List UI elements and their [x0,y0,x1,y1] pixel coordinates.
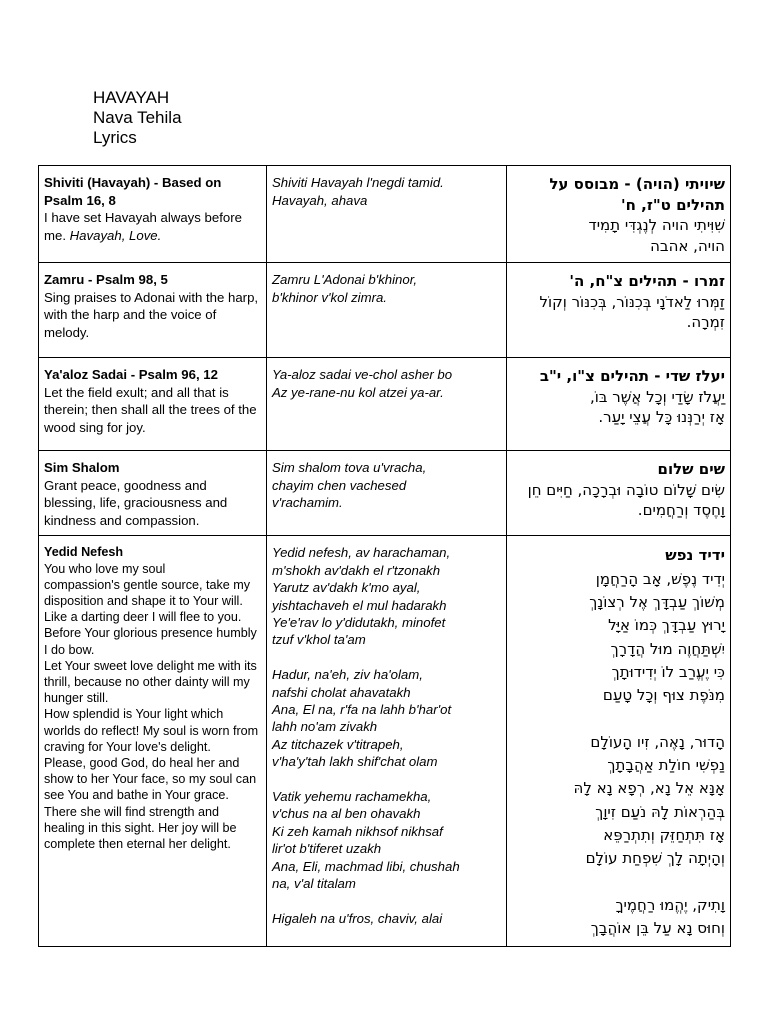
hebrew-text: יַעֲלֹז שָׂדַי וְכָל אֲשֶׁר בּוֹ, אָז יְרַנְּנוּ כָּל עֲצֵי יָעַר. [589,387,725,426]
lyrics-row-yaaloz [39,358,731,451]
lyrics-table [38,165,731,947]
hebrew-cell [507,451,731,536]
transliteration-cell: Zamru L'Adonai b'khinor, b'khinor v'kol zimra. [267,263,507,358]
hebrew-title: ידיד נפש [665,546,725,565]
hebrew-title: יעלז שדי - תהילים צ"ו, י"ב [539,367,725,385]
lyrics-row-shiviti [39,166,731,263]
english-title: Ya'aloz Sadai - Psalm 96, 12 [44,367,218,382]
hebrew-text: שִׁוִּיתִי הויה לְנֶגְדִּי תָמִיד הויה, אהבה [588,216,725,255]
hebrew-cell [507,166,731,263]
transliteration-cell: Yedid nefesh, av harachaman, m'shokh av'dakh el r'tzonakh Yarutz av'dakh k'mo ayal, yishtachaveh el mul hadarakh Ye'e'rav lo y'didutakh, minofet tzuf v'khol ta'am Hadur, na'eh, ziv ha'olam, nafshi cholat ahavatakh Ana, El na, r'fa na lahh b'har'ot lahh no'am zivakh Az titchazek v'titrapeh, v'ha'y'tah lakh shif'chat olam Vatik yehemu rachamekha, v'chus na al ben ohavakh Ki zeh kamah nikhsof nikhsaf lir'ot b'tiferet uzakh Ana, Eli, machmad libi, chushah na, v'al titalam Higaleh na u'fros, chaviv, alai [267,536,507,947]
lyrics-row-yedid-nefesh [39,536,731,947]
english-translation [44,561,261,853]
artist-name: Nava Tehila [93,108,182,127]
document-header [93,88,182,148]
transliteration-cell: Shiviti Havayah l'negdi tamid. Havayah, ahava [267,166,507,263]
lyrics-row-zamru [39,263,731,358]
english-title: Zamru - Psalm 98, 5 [44,272,168,287]
english-text: Let the field exult; and all that is therein; then shall all the trees of the wood sing for joy. [44,384,257,435]
hebrew-title: שיויתי (הויה) - מבוסס על תהילים ט"ז, ח' [549,175,725,214]
document-type: Lyrics [93,128,137,147]
english-text: You who love my soul compassion's gentle source, take my disposition and shape it to Your will. Like a darting deer I will flee to you. Before Your glorious presence humbly I do bow. Let Your sweet love delight me with its thrill, because no other dainty will my hunger still. How splendid is Your light which worlds do reflect! My soul is worn from craving for Your love's delight. Please, good God, do heal her and show to her Your face, so my soul can see You and bathe in Your grace. There she will find strength and healing in this sight. Her joy will be complete then eternal her delight. [44,561,259,852]
english-text: I have set Havayah always before me. [44,210,242,243]
hebrew-text: יְדִיד נֶפֶשׁ, אָב הָרַחֲמָן מְשׁוֹךְ עַבְדָּךְ אֶל רְצוֹנָךְ יָרוּץ עַבְדָּךְ כְּמוֹ אַיָּל יִשְׁתַּחֲוֶה מוּל הֲדָרָךְ כִּי יֶעֱרַב לוֹ יְדִידוּתָךְ מִנֹּפֶת צוּף וְכָל טָעַם הָדוּר, נָאֶה, זִיו הָעוֹלָם נַפְשִׁי חוֹלַת אַהֲבָתָךְ אָנָּא אֵל נָא, רְפָא נָא לָהּ בְּהַרְאוֹת לָהּ נֹעַם זִיוָךְ אָז תִּתְחַזֵּק וְתִתְרַפֵּא וְהָיְתָה לָךְ שִׁפְחַת עוֹלָם וָתִיק, יֶהֱמוּ רַחֲמֶיךָ וְחוּס נָא עַל בֵּן אוֹהֲבָךְ [573,569,725,938]
english-title: Yedid Nefesh [44,545,124,560]
english-translation [44,477,261,530]
english-title: Sim Shalom [44,460,120,475]
english-cell [39,451,267,536]
hebrew-text: זַמְּרוּ לַאדֹנָי בְּכִנּוֹר, בְּכִנּוֹר וְקוֹל זִמְרָה. [539,292,725,331]
hebrew-cell [507,536,731,947]
transliteration-cell: Sim shalom tova u'vracha, chayim chen vachesed v'rachamim. [267,451,507,536]
english-translation [44,289,261,342]
english-text-italic: Havayah, Love. [69,227,162,243]
transliteration-cell: Ya-aloz sadai ve-chol asher bo Az ye-rane-nu kol atzei ya-ar. [267,358,507,451]
hebrew-title: זמרו - תהילים צ"ח, ה' [569,272,725,290]
english-translation [44,384,261,437]
hebrew-cell [507,263,731,358]
english-text: Sing praises to Adonai with the harp, with the harp and the voice of melody. [44,289,259,340]
english-text: Grant peace, goodness and blessing, life, graciousness and kindness and compassion. [44,477,228,528]
song-title: HAVAYAH [93,88,170,107]
english-cell [39,536,267,947]
english-translation [44,209,261,244]
english-cell [39,358,267,451]
hebrew-title: שים שלום [657,460,725,478]
hebrew-cell [507,358,731,451]
hebrew-text: שִׂים שָׁלוֹם טוֹבָה וּבְרָכָה, חַיִּים חֵן וָחֶסֶד וְרַחֲמִים. [527,480,725,519]
lyrics-row-sim-shalom [39,451,731,536]
english-title: Shiviti (Havayah) - Based on Psalm 16, 8 [44,175,222,208]
english-cell [39,166,267,263]
english-cell [39,263,267,358]
